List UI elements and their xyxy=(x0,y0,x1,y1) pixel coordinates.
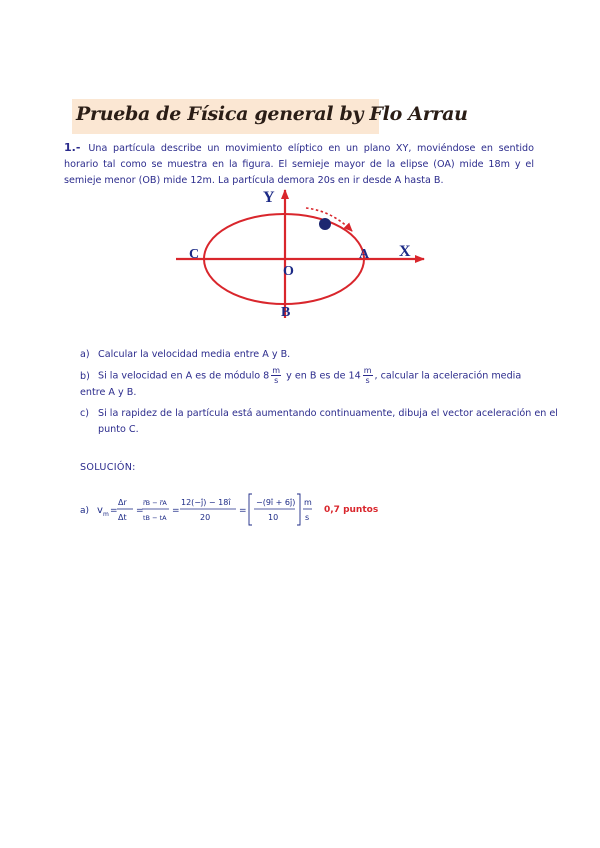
unit-numerator: m xyxy=(272,366,281,375)
question-a-label: a) xyxy=(80,349,90,360)
solution-a-label: a) xyxy=(80,506,90,516)
unit-denominator: s xyxy=(305,513,310,522)
f1-numerator: Δr xyxy=(118,498,127,507)
unit-numerator: m xyxy=(363,366,372,375)
question-b-part2: y en B es de 14 xyxy=(286,370,361,382)
problem-number: 1.- xyxy=(64,141,81,154)
f3-denominator: 20 xyxy=(200,513,211,522)
f4-numerator: −(9î + 6ĵ) xyxy=(256,498,296,507)
vm-subscript: m xyxy=(103,511,109,518)
solution-heading: SOLUCIÓN: xyxy=(80,462,136,473)
equals-2: = xyxy=(136,506,144,516)
question-c-text: Si la rapidez de la partícula está aumentando continuamente, dibuja el vector aceleración en el punto C. xyxy=(98,408,558,435)
vm-symbol: v xyxy=(97,505,103,516)
f4-denominator: 10 xyxy=(268,513,279,522)
label-point-b: B xyxy=(281,305,291,320)
page-title: Prueba de Física general by Flo Arrau xyxy=(76,103,468,125)
right-bracket xyxy=(297,494,300,525)
unit-denominator: s xyxy=(365,376,370,385)
question-b-part3: , calcular la aceleración media entre A y B. xyxy=(80,370,522,398)
equals-3: = xyxy=(172,506,180,516)
f1-denominator: Δt xyxy=(118,513,127,522)
label-x-axis: X xyxy=(399,243,411,260)
label-point-a: A xyxy=(359,247,370,262)
left-bracket xyxy=(249,494,252,525)
f2-numerator: r⃗B − r⃗A xyxy=(143,499,167,507)
label-y-axis: Y xyxy=(263,189,275,206)
question-c-label: c) xyxy=(80,408,90,419)
equals-4: = xyxy=(239,506,247,516)
label-origin: O xyxy=(283,264,294,279)
label-point-c: C xyxy=(189,247,200,262)
question-a-text: Calcular la velocidad media entre A y B. xyxy=(98,349,291,360)
unit-denominator: s xyxy=(274,376,279,385)
question-b-part1: Si la velocidad en A es de módulo 8 xyxy=(98,370,270,382)
equals-1: = xyxy=(110,506,118,516)
f3-numerator: 12(−ĵ) − 18î xyxy=(181,498,231,507)
unit-numerator: m xyxy=(304,498,312,507)
points-label: 0,7 puntos xyxy=(324,505,379,515)
question-b-label: b) xyxy=(80,370,90,382)
f2-denominator: tB − tA xyxy=(143,514,167,522)
problem-text: Una partícula describe un movimiento elíptico en un plano XY, moviéndose en sentido horario tal como se muestra en la figura. El semieje mayor de la elipse (OA) mide 18m y el semieje menor (OB) mide 12m. La partícula demora 20s en ir desde A hasta B. xyxy=(64,143,534,186)
